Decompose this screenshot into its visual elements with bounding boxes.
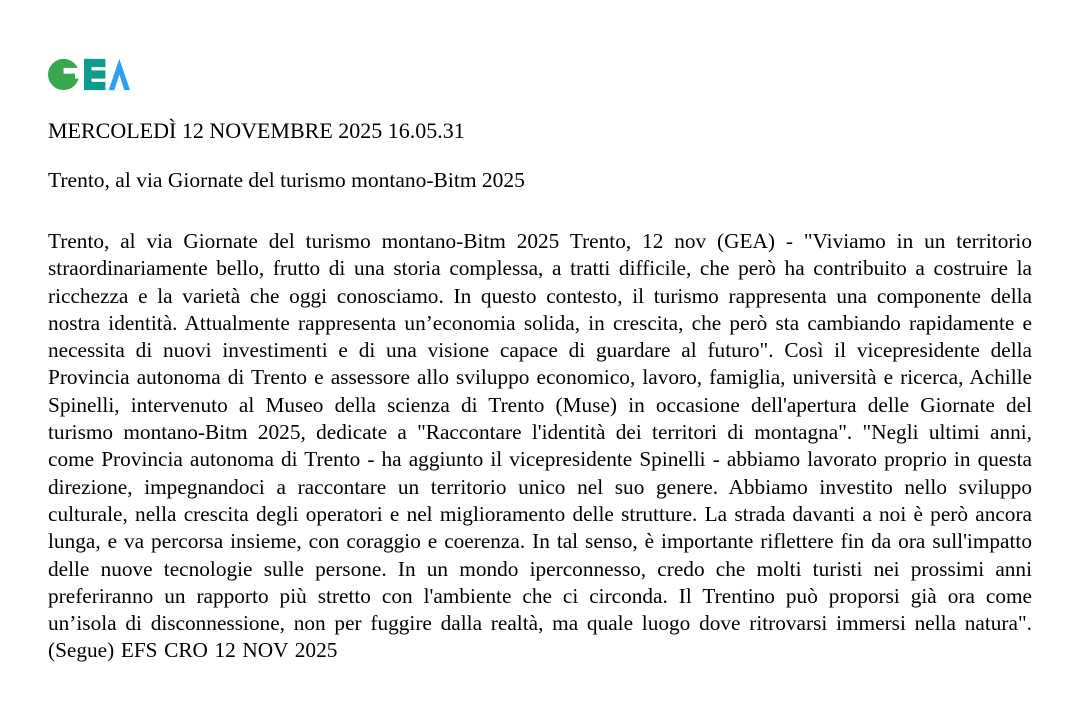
logo-letter-a [109, 59, 130, 90]
article-dateline: MERCOLEDÌ 12 NOVEMBRE 2025 16.05.31 [48, 118, 465, 143]
article-headline: Trento, al via Giornate del turismo montano-Bitm 2025 [48, 168, 525, 192]
gea-logo-icon [48, 58, 130, 91]
article-body: Trento, al via Giornate del turismo montano-Bitm 2025 Trento, 12 nov (GEA) - "Viviamo in un territorio straordinariamente bello, frutto di una storia complessa, a tratti difficile, che però ha contribuito a costruire la ricchezza e la varietà che oggi conosciamo. In questo contesto, il turismo rappresenta una componente della nostra identità. Attualmente rappresenta un’economia solida, in crescita, che però sta cambiando rapidamente e necessita di nuovi investimenti e di una visione capace di guardare al futuro". Così il vicepresidente della Provincia autonoma di Trento e assessore allo sviluppo economico, lavoro, famiglia, università e ricerca, Achille Spinelli, intervenuto al Museo della scienza di Trento (Muse) in occasione dell'apertura delle Giornate del turismo montano-Bitm 2025, dedicate a "Raccontare l'identità dei territori di montagna". "Negli ultimi anni, come Provincia autonoma di Trento - ha aggiunto il vicepresidente Spinelli - abbiamo lavorato proprio in questa direzione, impegnandoci a raccontare un territorio unico nel suo genere. Abbiamo investito nello sviluppo culturale, nella crescita degli operatori e nel miglioramento delle strutture. La strada davanti a noi è però ancora lunga, e va percorsa insieme, con coraggio e coerenza. In tal senso, è importante riflettere fin da ora sull'impatto delle nuove tecnologie sulle persone. In un mondo iperconnesso, credo che molti turisti nei prossimi anni preferiranno un rapporto più stretto con l'ambiente che ci circonda. Il Trentino può proporsi già ora come un’isola di disconnessione, non per fuggire dalla realtà, ma quale luogo dove ritrovarsi immersi nella natura". (Segue) EFS CRO 12 NOV 2025 [48, 229, 1032, 663]
logo-letter-g [48, 59, 80, 90]
logo-letter-e [84, 59, 105, 90]
